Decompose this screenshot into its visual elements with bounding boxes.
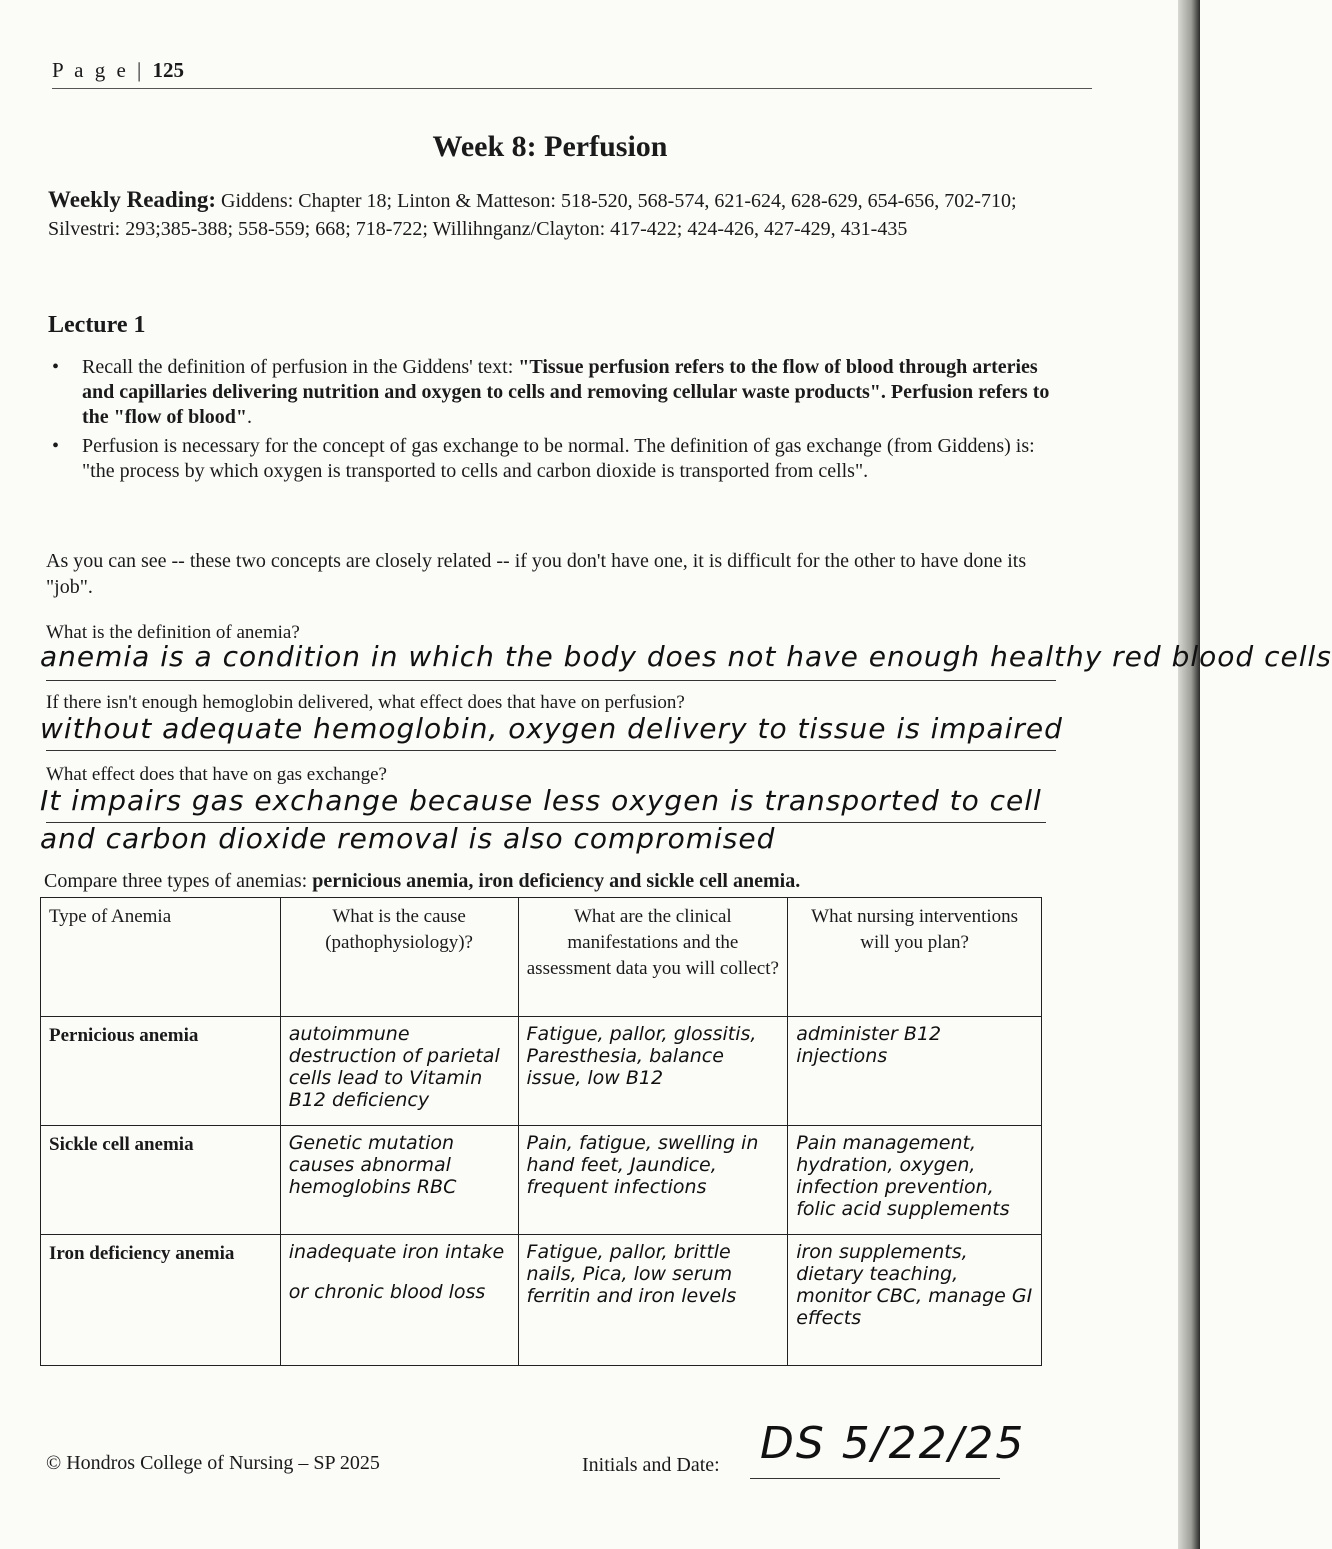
handwritten-text: administer B12 injections: [796, 1023, 942, 1067]
lecture-bullets: [48, 355, 1058, 488]
weekly-reading: [48, 186, 1048, 243]
bullet-tail: .: [247, 406, 252, 428]
weekly-reading-text: Giddens: Chapter 18; Linton & Matteson: 518-520, 568-574, 621-624, 628-629, 654-656, 702-710; Silvestri: 293;385-388; 558-559; 668; 718-722; Willihnganz/Clayton: 417-422; 424-426, 427-429, 431-435: [48, 190, 1017, 240]
header-type: Type of Anemia: [41, 898, 281, 1017]
anemia-comparison-table: [40, 897, 1042, 1366]
weekly-reading-label: Weekly Reading:: [48, 187, 217, 212]
cell-interventions[interactable]: [788, 1235, 1042, 1366]
question-gas-exchange-effect: What effect does that have on gas exchange?: [46, 764, 387, 785]
table-row: [41, 1235, 1042, 1366]
signature-line: [750, 1478, 1000, 1479]
handwritten-text: or chronic blood loss: [288, 1281, 486, 1303]
answer-gas-exchange-line1[interactable]: It impairs gas exchange because less oxygen is transported to cell: [40, 784, 1042, 817]
row-type: Sickle cell anemia: [41, 1126, 281, 1235]
compare-prefix: Compare three types of anemias:: [44, 870, 313, 892]
question-anemia-definition: What is the definition of anemia?: [46, 622, 300, 643]
cell-cause[interactable]: [280, 1017, 518, 1126]
handwritten-text: Genetic mutation causes abnormal hemoglobins RBC: [288, 1132, 457, 1198]
header-interventions: What nursing interventions will you plan?: [788, 898, 1042, 1017]
header-manifestations: What are the clinical manifestations and the assessment data you will collect?: [518, 898, 788, 1017]
handwritten-text: Fatigue, pallor, brittle nails, Pica, low serum ferritin and iron levels: [526, 1241, 737, 1307]
table-row: [41, 1126, 1042, 1235]
handwritten-text: Pain, fatigue, swelling in hand feet, Jaundice, frequent infections: [526, 1132, 759, 1198]
signature-initials-date[interactable]: DS 5/22/25: [760, 1418, 1026, 1469]
handwritten-text: iron supplements, dietary teaching, monitor CBC, manage GI effects: [796, 1241, 1033, 1329]
related-paragraph: As you can see -- these two concepts are closely related -- if you don't have one, it is difficult for the other to have done its "job".: [46, 550, 1027, 598]
answer-perfusion-effect[interactable]: without adequate hemoglobin, oxygen delivery to tissue is impaired: [40, 712, 1063, 745]
row-type: Iron deficiency anemia: [41, 1235, 281, 1366]
cell-manifestations[interactable]: [518, 1017, 788, 1126]
bullet-text: Perfusion is necessary for the concept of gas exchange to be normal. The definition of gas exchange (from Giddens) is: "the process by which oxygen is transported to cells and carbon dioxide is transported from cells".: [82, 435, 1035, 482]
compare-bold: pernicious anemia, iron deficiency and sickle cell anemia.: [312, 870, 801, 892]
table-header-row: [41, 898, 1042, 1017]
page-title: Week 8: Perfusion: [432, 130, 668, 163]
page-number: 125: [152, 58, 184, 82]
cell-cause[interactable]: [280, 1126, 518, 1235]
lecture-heading: Lecture 1: [48, 312, 146, 338]
page-header: [52, 58, 184, 83]
cell-manifestations[interactable]: [518, 1126, 788, 1235]
footer-copyright: © Hondros College of Nursing – SP 2025: [46, 1452, 380, 1474]
bullet-item: [48, 434, 1058, 484]
cell-manifestations[interactable]: [518, 1235, 788, 1366]
handwritten-text: Pain management, hydration, oxygen, infection prevention, folic acid supplements: [796, 1132, 1010, 1220]
cell-interventions[interactable]: [788, 1126, 1042, 1235]
answer-anemia-definition[interactable]: anemia is a condition in which the body does not have enough healthy red blood cells: [40, 640, 1332, 673]
handwritten-text: inadequate iron intake: [288, 1241, 505, 1263]
table-row: [41, 1017, 1042, 1126]
initials-label: Initials and Date:: [582, 1454, 720, 1476]
bullet-text: Recall the definition of perfusion in the Giddens' text:: [82, 356, 519, 378]
header-cause: What is the cause (pathophysiology)?: [280, 898, 518, 1017]
row-type: Pernicious anemia: [41, 1017, 281, 1126]
question-perfusion-effect: If there isn't enough hemoglobin delivered, what effect does that have on perfusion?: [46, 692, 685, 713]
cell-cause[interactable]: [280, 1235, 518, 1366]
answer-line: [46, 680, 1056, 681]
header-rule: [52, 88, 1092, 89]
bullet-bold-text: "Tissue perfusion refers to the flow of blood through arteries and capillaries delivering nutrition and oxygen to cells and removing cellular waste products". Perfusion refers to the "flow of blood": [82, 356, 1050, 428]
answer-line: [46, 750, 1056, 751]
page-prefix: P a g e |: [52, 58, 145, 82]
handwritten-text: autoimmune destruction of parietal cells lead to Vitamin B12 deficiency: [288, 1023, 500, 1111]
page-edge-shadow: [1178, 0, 1200, 1549]
compare-instruction: [44, 870, 800, 893]
cell-interventions[interactable]: [788, 1017, 1042, 1126]
handwritten-text: Fatigue, pallor, glossitis, Paresthesia, balance issue, low B12: [526, 1023, 757, 1089]
answer-gas-exchange-line2[interactable]: and carbon dioxide removal is also compromised: [40, 822, 776, 855]
bullet-item: [48, 355, 1058, 430]
